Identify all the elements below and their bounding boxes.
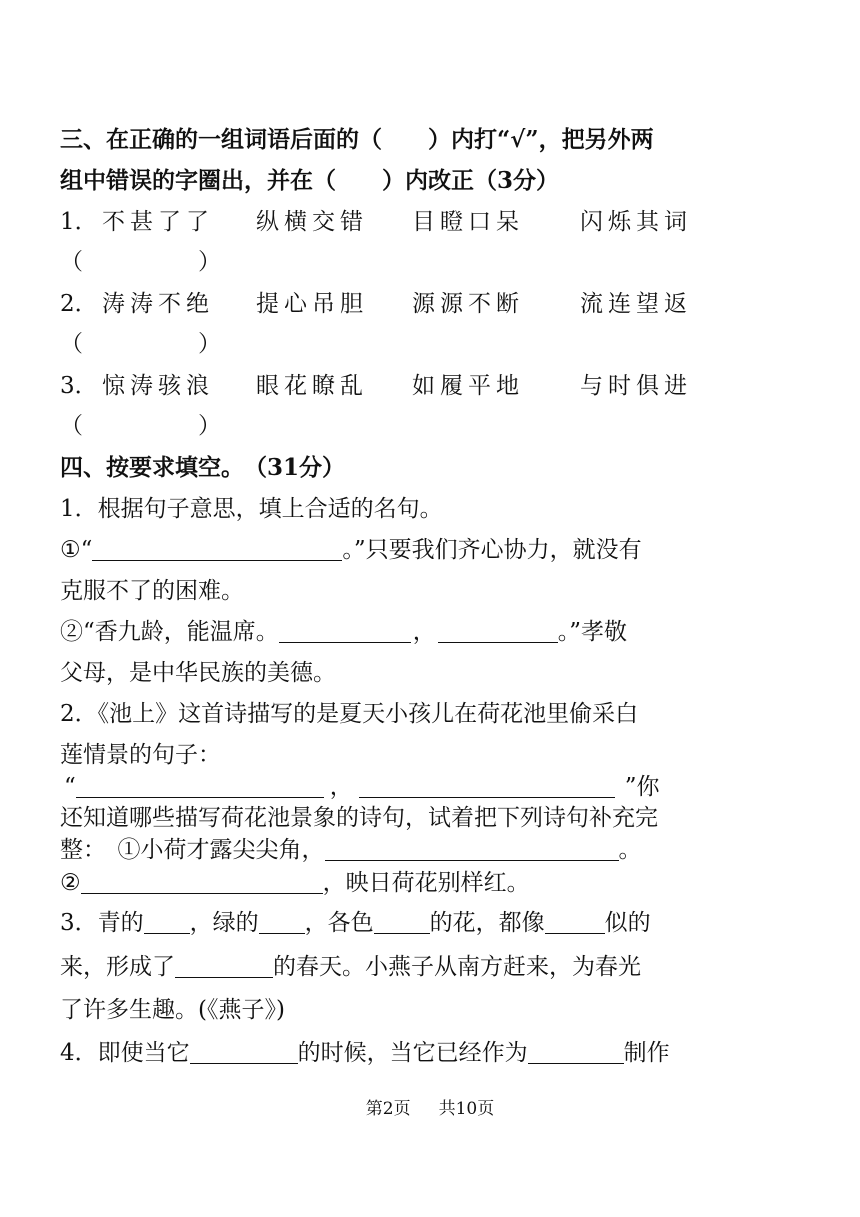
text: 似的 (604, 910, 651, 936)
fill-blank[interactable] (92, 538, 342, 561)
fill-blank[interactable] (374, 911, 430, 934)
fill-blank[interactable] (279, 620, 411, 643)
q2-line3 (64, 772, 694, 802)
q1-a-line2: 克服不了的困难。 (60, 578, 244, 604)
word-group: 与时俱进 (580, 373, 692, 399)
page-number: 第2页 (365, 1099, 411, 1119)
word-group: 不甚了了 (102, 209, 214, 235)
text: 4．即使当它 (60, 1040, 190, 1066)
word-group: 惊涛骇浪 (102, 373, 214, 399)
page-footer (0, 1094, 860, 1119)
q1-a-line (60, 535, 690, 565)
fill-blank[interactable] (76, 775, 324, 798)
q2-line1: 2．《池上》这首诗描写的是夏天小孩儿在荷花池里偷采白 (60, 701, 639, 727)
text: 。”孝敬 (557, 619, 628, 645)
q1-b-line (60, 617, 690, 647)
text: 的时候，当它已经作为 (297, 1040, 528, 1066)
page-total: 共10页 (438, 1099, 495, 1119)
q1-b-line2: 父母，是中华民族的美德。 (60, 660, 336, 686)
text: ②“香九龄，能温席。 (60, 619, 279, 645)
text: 制作 (623, 1040, 670, 1066)
text: 的花，都像 (429, 910, 545, 936)
row-number: 2． (60, 291, 98, 317)
q2-line5 (60, 835, 690, 865)
text: ，映日荷花别样红。 (322, 870, 530, 896)
text: ② (60, 870, 81, 896)
q1-prompt: 1．根据句子意思，填上合适的名句。 (60, 496, 443, 522)
text: 来，形成了 (60, 954, 175, 980)
word-group: 提心吊胆 (256, 291, 368, 317)
fill-blank[interactable] (438, 620, 558, 643)
word-group: 源源不断 (412, 291, 524, 317)
text: ①“ (60, 537, 93, 563)
fill-blank[interactable] (190, 1041, 298, 1064)
word-group: 涛涛不绝 (102, 291, 214, 317)
row-number: 3． (60, 373, 98, 399)
text: ，绿的 (189, 910, 259, 936)
text: 的春天。小燕子从南方赶来，为春光 (273, 954, 641, 980)
word-row-2 (60, 289, 690, 319)
fill-blank[interactable] (359, 775, 615, 798)
fill-blank[interactable] (325, 838, 619, 861)
text: ， (329, 774, 353, 800)
answer-paren-2[interactable]: （ ） (60, 331, 221, 357)
text: ”你 (624, 774, 660, 800)
fill-blank[interactable] (175, 955, 273, 978)
word-group: 纵横交错 (256, 209, 368, 235)
section4-title: 四、按要求填空。 （31分） (60, 454, 346, 481)
word-row-3 (60, 371, 690, 401)
word-group: 目瞪口呆 (412, 209, 524, 235)
word-group: 流连望返 (580, 291, 692, 317)
q3-line3: 了许多生趣。(《燕子》) (60, 997, 285, 1023)
fill-blank[interactable] (81, 871, 323, 894)
fill-blank[interactable] (144, 911, 190, 934)
answer-paren-3[interactable]: （ ） (60, 413, 221, 439)
row-number: 1． (60, 209, 98, 235)
word-group: 眼花瞭乱 (256, 373, 368, 399)
fill-blank[interactable] (259, 911, 305, 934)
section3-title-line1: 三、在正确的一组词语后面的（ ）内打“√”，把另外两 (60, 126, 654, 153)
q3-line2 (60, 952, 690, 982)
text: 3．青的 (60, 910, 144, 936)
text: 。 (618, 837, 642, 863)
q3-line1 (60, 908, 690, 938)
fill-blank[interactable] (528, 1041, 624, 1064)
answer-paren-1[interactable]: （ ） (60, 249, 221, 275)
fill-blank[interactable] (545, 911, 605, 934)
text: 整： ①小荷才露尖尖角， (60, 837, 325, 863)
text: ，各色 (304, 910, 374, 936)
word-group: 闪烁其词 (580, 209, 692, 235)
word-row-1 (60, 207, 690, 237)
q2-line4: 还知道哪些描写荷花池景象的诗句，试着把下列诗句补充完 (60, 805, 658, 831)
section3-title-line2: 组中错误的字圈出，并在（ ）内改正（3分） (60, 167, 560, 194)
q2-line2: 莲情景的句子： (60, 742, 221, 768)
text: 。”只要我们齐心协力，就没有 (342, 537, 642, 563)
q2-line6 (60, 868, 690, 898)
q4-line1 (60, 1038, 690, 1068)
text: ， (412, 619, 436, 645)
text: “ (64, 774, 76, 800)
word-group: 如履平地 (412, 373, 524, 399)
